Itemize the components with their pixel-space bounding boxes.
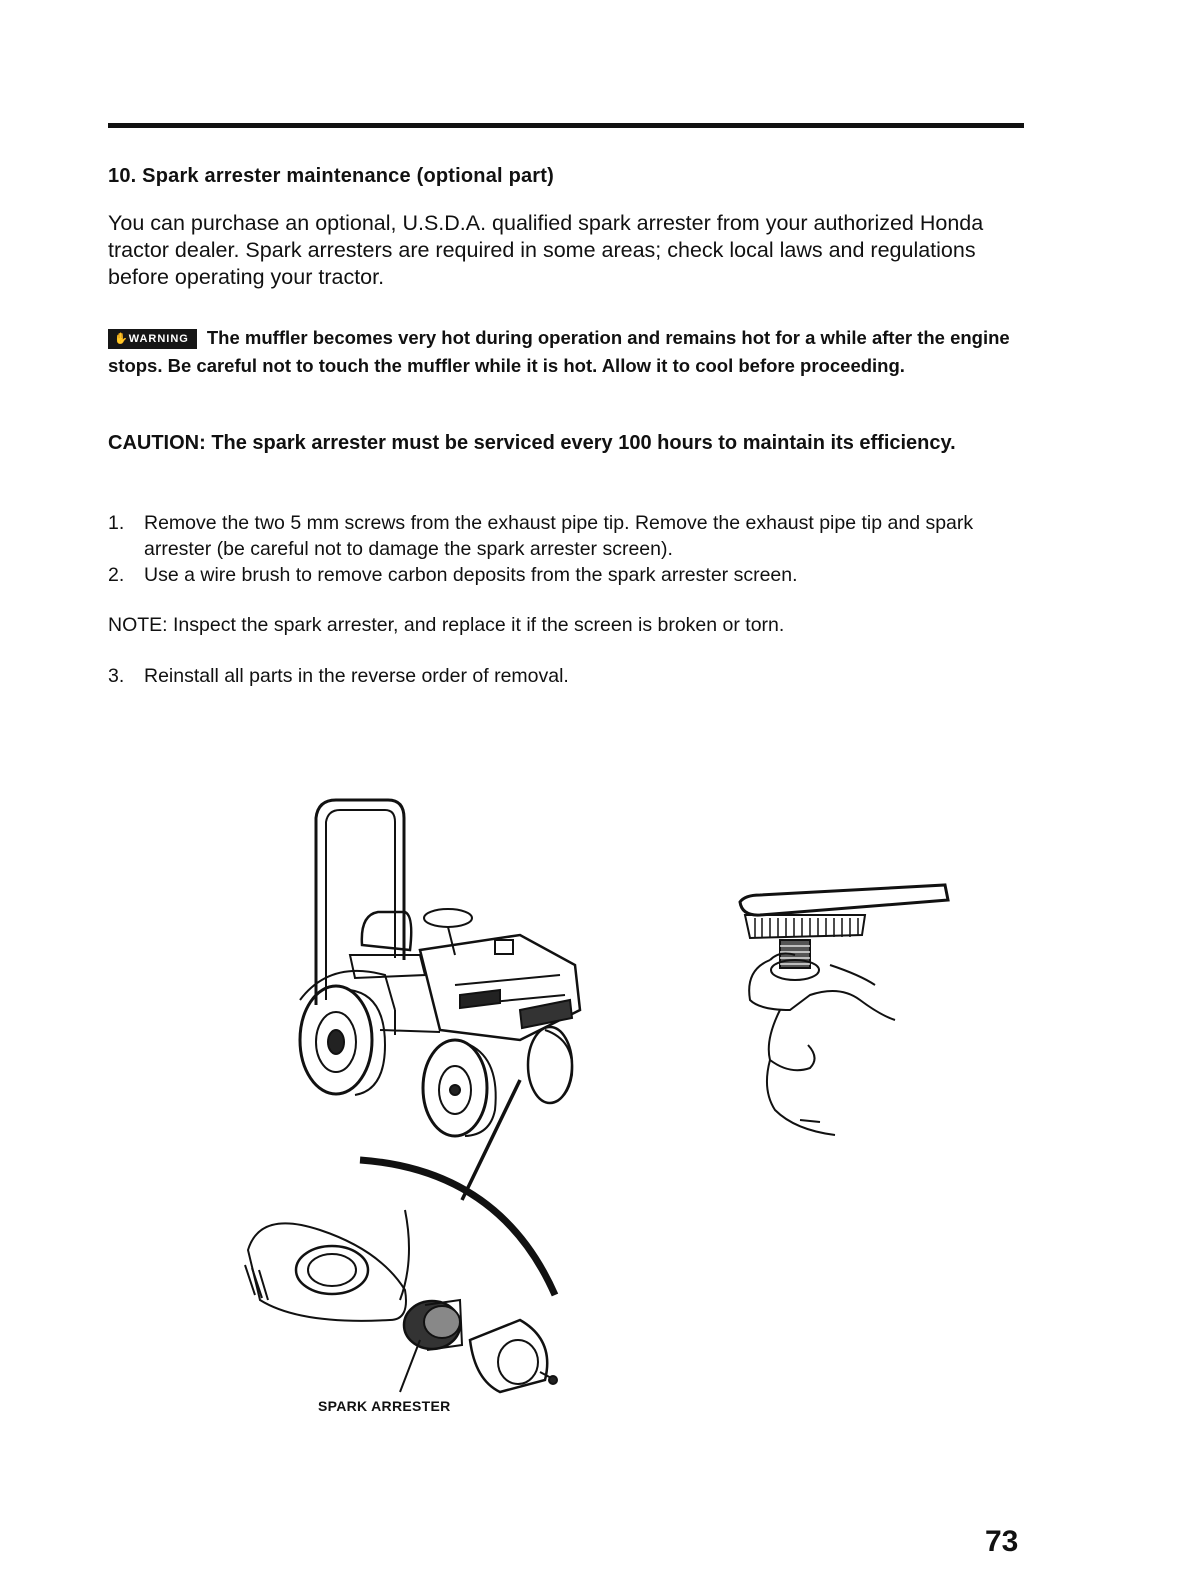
hand-warning-icon: ✋ (114, 333, 129, 345)
step-number: 2. (108, 564, 125, 586)
warning-text: The muffler becomes very hot during operation and remains hot for a while after the engine stops. Be careful not to touch the muffler while it is hot. Allow it to cool before proceeding. (108, 327, 1010, 376)
intro-paragraph: You can purchase an optional, U.S.D.A. qualified spark arrester from your authorized Honda tractor dealer. Spark arresters are required in some areas; check local laws and regulations before operating your tractor. (108, 211, 984, 289)
wire-brush-cleaning-icon (740, 885, 948, 1135)
step-text: Remove the two 5 mm screws from the exhaust pipe tip. Remove the exhaust pipe tip and spark arrester (be careful not to damage the spark arrester screen). (144, 512, 974, 560)
caution-text: CAUTION: The spark arrester must be serviced every 100 hours to maintain its efficiency. (108, 432, 956, 454)
step-number: 3. (108, 665, 125, 687)
step-text: Use a wire brush to remove carbon deposits from the spark arrester screen. (144, 564, 798, 586)
section-heading: 10. Spark arrester maintenance (optional part) (108, 165, 555, 187)
step-number: 1. (108, 512, 125, 534)
note-text: NOTE: Inspect the spark arrester, and replace it if the screen is broken or torn. (108, 614, 785, 636)
warning-badge: ✋WARNING (108, 329, 197, 349)
tractor-illustration-icon (300, 800, 580, 1200)
step-text: Reinstall all parts in the reverse order of removal. (144, 665, 569, 687)
figure-caption: SPARK ARRESTER (318, 1398, 451, 1414)
page-number: 73 (985, 1525, 1019, 1558)
spark-arrester-exploded-icon (245, 1160, 557, 1392)
